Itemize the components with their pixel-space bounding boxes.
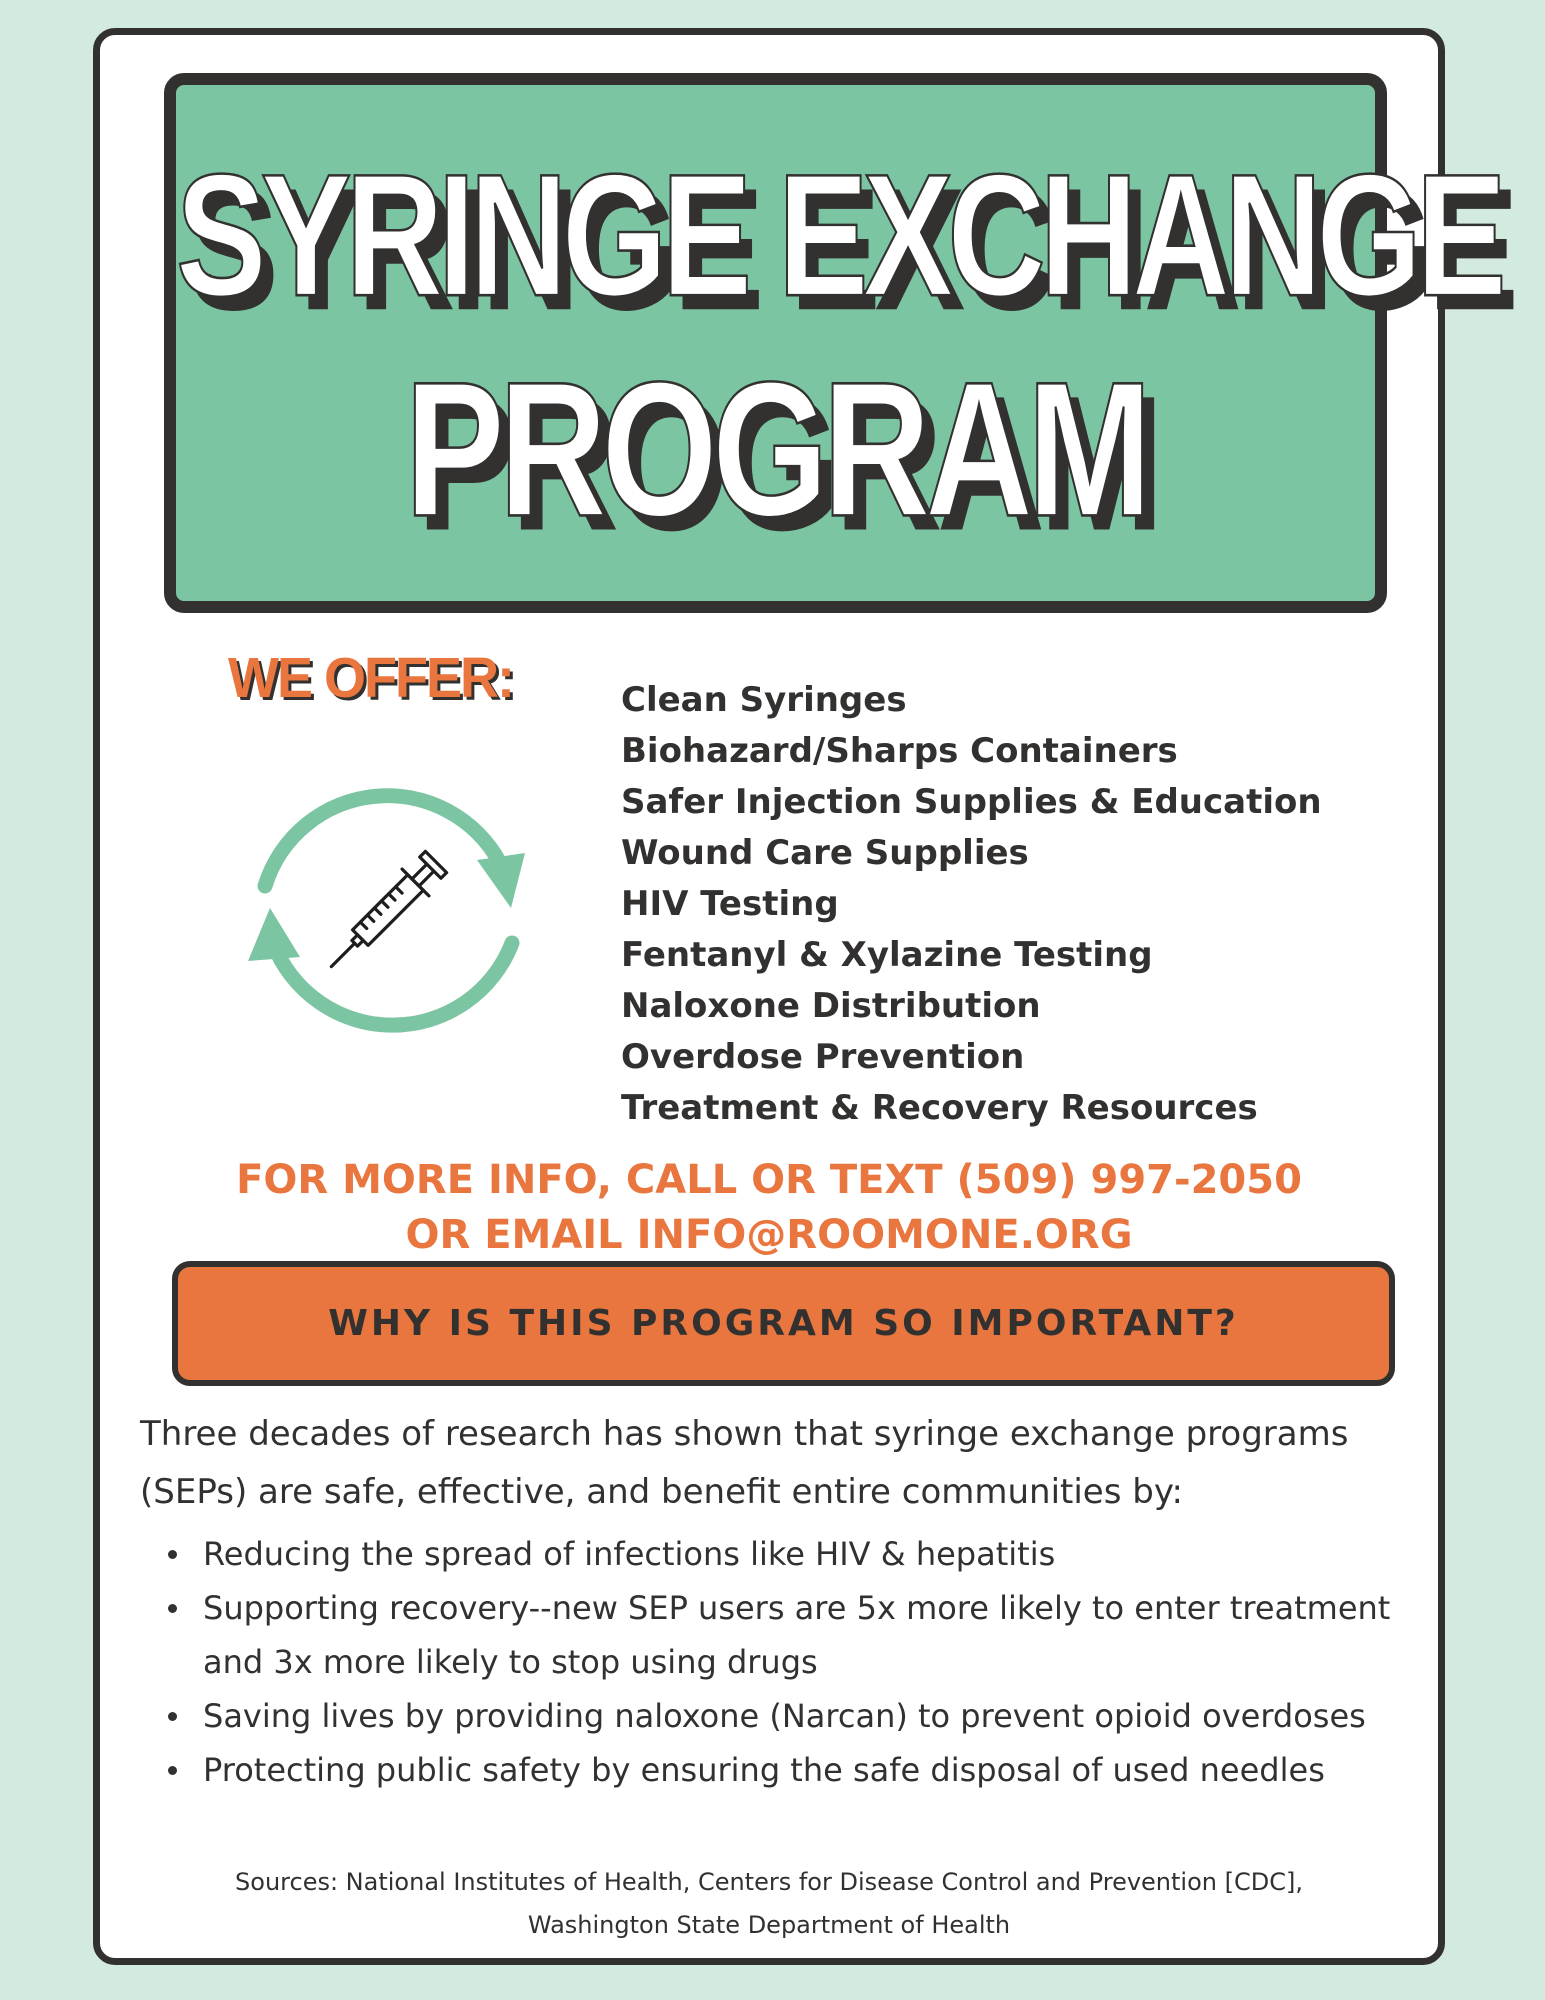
- bullet-dot: [168, 1604, 177, 1613]
- title-banner: [164, 73, 1501, 613]
- bullet-dot: [168, 1712, 177, 1721]
- bullet-dot: [168, 1766, 177, 1775]
- contact-email-line: OR EMAIL INFO@ROOMONE.ORG: [405, 1212, 1133, 1258]
- offer-item-sharps-containers: Biohazard/Sharps Containers: [621, 731, 1178, 771]
- bullet-dot: [168, 1550, 177, 1559]
- syringe-recycle-icon: [235, 753, 555, 1053]
- offer-item-naloxone: Naloxone Distribution: [621, 986, 1041, 1026]
- contact-phone-line: FOR MORE INFO, CALL OR TEXT (509) 997-2050: [236, 1157, 1302, 1203]
- offer-item-clean-syringes: Clean Syringes: [621, 680, 907, 720]
- flyer-card: [93, 28, 1501, 1965]
- benefit-text: Supporting recovery--new SEP users are 5x more likely to enter treatment and 3x more likely to stop using drugs: [203, 1589, 1391, 1681]
- contact-info: [100, 1153, 1438, 1263]
- benefit-item: [160, 1689, 1410, 1743]
- benefit-item: [160, 1743, 1410, 1797]
- benefit-text: Reducing the spread of infections like HIV & hepatitis: [203, 1535, 1056, 1573]
- offer-heading: WE OFFER:: [228, 646, 513, 710]
- sources-line-1: Sources: National Institutes of Health, Centers for Disease Control and Prevention [CDC],: [235, 1868, 1303, 1896]
- offer-item-hiv-testing: HIV Testing: [621, 884, 839, 924]
- sources-line-2: Washington State Department of Health: [527, 1911, 1011, 1939]
- benefit-text: Saving lives by providing naloxone (Narcan) to prevent opioid overdoses: [203, 1697, 1366, 1735]
- offer-item-fentanyl-testing: Fentanyl & Xylazine Testing: [621, 935, 1153, 975]
- title-line-2: PROGRAM: [404, 341, 1147, 557]
- benefit-item: [160, 1581, 1410, 1689]
- sources: [100, 1861, 1438, 1947]
- why-intro: Three decades of research has shown that syringe exchange programs (SEPs) are safe, effective, and benefit entire communities by:: [140, 1414, 1349, 1512]
- offer-item-overdose-prevention: Overdose Prevention: [621, 1037, 1025, 1077]
- benefit-list: [160, 1527, 1410, 1797]
- offer-list: [621, 675, 1322, 1134]
- why-heading: WHY IS THIS PROGRAM SO IMPORTANT?: [328, 1303, 1239, 1344]
- offer-item-safer-injection: Safer Injection Supplies & Education: [621, 782, 1322, 822]
- title-line-1: SYRINGE EXCHANGE: [176, 137, 1501, 333]
- benefit-item: [160, 1527, 1410, 1581]
- offer-item-wound-care: Wound Care Supplies: [621, 833, 1029, 873]
- why-banner: [172, 1261, 1395, 1386]
- offer-item-treatment-recovery: Treatment & Recovery Resources: [621, 1088, 1258, 1128]
- syringe-icon: [318, 849, 450, 981]
- benefit-text: Protecting public safety by ensuring the safe disposal of used needles: [203, 1751, 1325, 1789]
